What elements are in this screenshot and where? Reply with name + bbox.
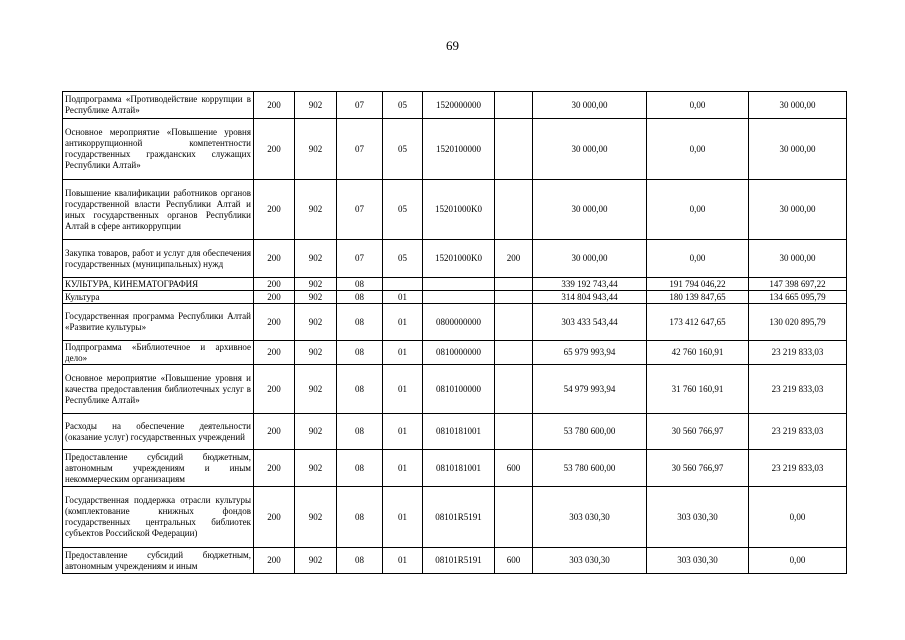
expense-type-cell — [495, 365, 533, 414]
row-name-cell: Предоставление субсидий бюджетным, автономным учреждениям и иным — [63, 548, 254, 574]
section-code-cell: 08 — [337, 365, 383, 414]
expense-type-cell — [495, 291, 533, 304]
ministry-code-cell: 902 — [295, 548, 337, 574]
target-article-cell: 0800000000 — [423, 304, 495, 341]
amount-regional-cell: 30 000,00 — [749, 240, 847, 278]
table-row — [63, 414, 847, 450]
amount-total-cell: 54 979 993,94 — [533, 365, 647, 414]
expense-type-cell — [495, 414, 533, 450]
amount-regional-cell: 23 219 833,03 — [749, 414, 847, 450]
row-name-cell: Расходы на обеспечение деятельности (оказание услуг) государственных учреждений — [63, 414, 254, 450]
amount-total-cell: 65 979 993,94 — [533, 341, 647, 365]
section-code-cell: 08 — [337, 304, 383, 341]
amount-federal-cell: 303 030,30 — [647, 487, 749, 548]
amount-federal-cell: 303 030,30 — [647, 548, 749, 574]
amount-regional-cell: 30 000,00 — [749, 92, 847, 119]
table-body — [63, 92, 847, 574]
section-code-cell: 08 — [337, 414, 383, 450]
subsection-code-cell: 05 — [383, 240, 423, 278]
row-name-cell: Повышение квалификации работников органов государственной власти Республики Алтай и иных государственных органов Республики Алтай в сфере антикоррупции — [63, 180, 254, 240]
amount-total-cell: 303 030,30 — [533, 548, 647, 574]
expense-type-cell — [495, 92, 533, 119]
amount-federal-cell: 191 794 046,22 — [647, 278, 749, 291]
amount-total-cell: 303 030,30 — [533, 487, 647, 548]
target-article-cell: 08101R5191 — [423, 487, 495, 548]
amount-total-cell: 314 804 943,44 — [533, 291, 647, 304]
ministry-code-cell: 902 — [295, 291, 337, 304]
amount-regional-cell: 147 398 697,22 — [749, 278, 847, 291]
subsection-code-cell: 01 — [383, 304, 423, 341]
subsection-code-cell: 05 — [383, 119, 423, 180]
amount-regional-cell: 23 219 833,03 — [749, 365, 847, 414]
code-cell: 200 — [254, 341, 295, 365]
amount-federal-cell: 0,00 — [647, 92, 749, 119]
code-cell: 200 — [254, 450, 295, 487]
section-code-cell: 08 — [337, 278, 383, 291]
ministry-code-cell: 902 — [295, 304, 337, 341]
amount-regional-cell: 30 000,00 — [749, 119, 847, 180]
table-row — [63, 341, 847, 365]
section-code-cell: 08 — [337, 291, 383, 304]
code-cell: 200 — [254, 365, 295, 414]
code-cell: 200 — [254, 291, 295, 304]
target-article-cell: 0810100000 — [423, 365, 495, 414]
row-name-cell: КУЛЬТУРА, КИНЕМАТОГРАФИЯ — [63, 278, 254, 291]
ministry-code-cell: 902 — [295, 487, 337, 548]
amount-federal-cell: 42 760 160,91 — [647, 341, 749, 365]
code-cell: 200 — [254, 304, 295, 341]
target-article-cell — [423, 291, 495, 304]
subsection-code-cell: 01 — [383, 291, 423, 304]
expense-type-cell — [495, 341, 533, 365]
table-row — [63, 278, 847, 291]
subsection-code-cell: 01 — [383, 414, 423, 450]
expense-type-cell: 600 — [495, 548, 533, 574]
code-cell: 200 — [254, 92, 295, 119]
ministry-code-cell: 902 — [295, 240, 337, 278]
amount-regional-cell: 130 020 895,79 — [749, 304, 847, 341]
code-cell: 200 — [254, 548, 295, 574]
ministry-code-cell: 902 — [295, 365, 337, 414]
row-name-cell: Культура — [63, 291, 254, 304]
ministry-code-cell: 902 — [295, 414, 337, 450]
amount-federal-cell: 30 560 766,97 — [647, 414, 749, 450]
section-code-cell: 07 — [337, 180, 383, 240]
target-article-cell: 0810181001 — [423, 414, 495, 450]
row-name-cell: Предоставление субсидий бюджетным, автономным учреждениям и иным некоммерческим организациям — [63, 450, 254, 487]
subsection-code-cell — [383, 278, 423, 291]
amount-regional-cell: 134 665 095,79 — [749, 291, 847, 304]
amount-regional-cell: 23 219 833,03 — [749, 341, 847, 365]
subsection-code-cell: 01 — [383, 450, 423, 487]
ministry-code-cell: 902 — [295, 450, 337, 487]
ministry-code-cell: 902 — [295, 119, 337, 180]
budget-table — [62, 91, 847, 574]
target-article-cell: 1520100000 — [423, 119, 495, 180]
table-row — [63, 548, 847, 574]
section-code-cell: 07 — [337, 92, 383, 119]
target-article-cell: 0810181001 — [423, 450, 495, 487]
subsection-code-cell: 01 — [383, 548, 423, 574]
expense-type-cell — [495, 180, 533, 240]
section-code-cell: 08 — [337, 450, 383, 487]
table-row — [63, 119, 847, 180]
section-code-cell: 08 — [337, 487, 383, 548]
amount-federal-cell: 0,00 — [647, 240, 749, 278]
subsection-code-cell: 05 — [383, 92, 423, 119]
expense-type-cell — [495, 278, 533, 291]
code-cell: 200 — [254, 414, 295, 450]
table-row — [63, 180, 847, 240]
row-name-cell: Подпрограмма «Библиотечное и архивное дело» — [63, 341, 254, 365]
expense-type-cell: 200 — [495, 240, 533, 278]
amount-federal-cell: 30 560 766,97 — [647, 450, 749, 487]
ministry-code-cell: 902 — [295, 341, 337, 365]
target-article-cell: 1520000000 — [423, 92, 495, 119]
row-name-cell: Государственная программа Республики Алтай «Развитие культуры» — [63, 304, 254, 341]
expense-type-cell: 600 — [495, 450, 533, 487]
code-cell: 200 — [254, 240, 295, 278]
code-cell: 200 — [254, 487, 295, 548]
amount-total-cell: 30 000,00 — [533, 119, 647, 180]
page-number: 69 — [446, 38, 459, 53]
subsection-code-cell: 01 — [383, 341, 423, 365]
table-row — [63, 365, 847, 414]
target-article-cell — [423, 278, 495, 291]
amount-total-cell: 30 000,00 — [533, 240, 647, 278]
row-name-cell: Основное мероприятие «Повышение уровня антикоррупционной компетентности государственных гражданских служащих Республики Алтай» — [63, 119, 254, 180]
ministry-code-cell: 902 — [295, 278, 337, 291]
target-article-cell: 0810000000 — [423, 341, 495, 365]
row-name-cell: Подпрограмма «Противодействие коррупции в Республике Алтай» — [63, 92, 254, 119]
table-row — [63, 92, 847, 119]
ministry-code-cell: 902 — [295, 92, 337, 119]
ministry-code-cell: 902 — [295, 180, 337, 240]
expense-type-cell — [495, 487, 533, 548]
amount-regional-cell: 30 000,00 — [749, 180, 847, 240]
expense-type-cell — [495, 119, 533, 180]
target-article-cell: 15201000K0 — [423, 240, 495, 278]
subsection-code-cell: 01 — [383, 487, 423, 548]
amount-regional-cell: 23 219 833,03 — [749, 450, 847, 487]
expense-type-cell — [495, 304, 533, 341]
amount-federal-cell: 180 139 847,65 — [647, 291, 749, 304]
table-row — [63, 487, 847, 548]
row-name-cell: Закупка товаров, работ и услуг для обеспечения государственных (муниципальных) нужд — [63, 240, 254, 278]
row-name-cell: Основное мероприятие «Повышение уровня и качества предоставления библиотечных услуг в Республике Алтай» — [63, 365, 254, 414]
row-name-cell: Государственная поддержка отрасли культуры (комплектование книжных фондов государственных центральных библиотек субъектов Российской Федерации) — [63, 487, 254, 548]
amount-total-cell: 53 780 600,00 — [533, 414, 647, 450]
amount-total-cell: 30 000,00 — [533, 92, 647, 119]
table-row — [63, 291, 847, 304]
amount-federal-cell: 173 412 647,65 — [647, 304, 749, 341]
code-cell: 200 — [254, 180, 295, 240]
amount-federal-cell: 31 760 160,91 — [647, 365, 749, 414]
target-article-cell: 08101R5191 — [423, 548, 495, 574]
amount-federal-cell: 0,00 — [647, 180, 749, 240]
amount-total-cell: 53 780 600,00 — [533, 450, 647, 487]
table-row — [63, 450, 847, 487]
section-code-cell: 08 — [337, 548, 383, 574]
table-row — [63, 240, 847, 278]
target-article-cell: 15201000K0 — [423, 180, 495, 240]
amount-total-cell: 30 000,00 — [533, 180, 647, 240]
section-code-cell: 08 — [337, 341, 383, 365]
subsection-code-cell: 01 — [383, 365, 423, 414]
amount-regional-cell: 0,00 — [749, 548, 847, 574]
amount-total-cell: 339 192 743,44 — [533, 278, 647, 291]
code-cell: 200 — [254, 119, 295, 180]
code-cell: 200 — [254, 278, 295, 291]
subsection-code-cell: 05 — [383, 180, 423, 240]
section-code-cell: 07 — [337, 119, 383, 180]
table-row — [63, 304, 847, 341]
section-code-cell: 07 — [337, 240, 383, 278]
amount-total-cell: 303 433 543,44 — [533, 304, 647, 341]
amount-federal-cell: 0,00 — [647, 119, 749, 180]
amount-regional-cell: 0,00 — [749, 487, 847, 548]
